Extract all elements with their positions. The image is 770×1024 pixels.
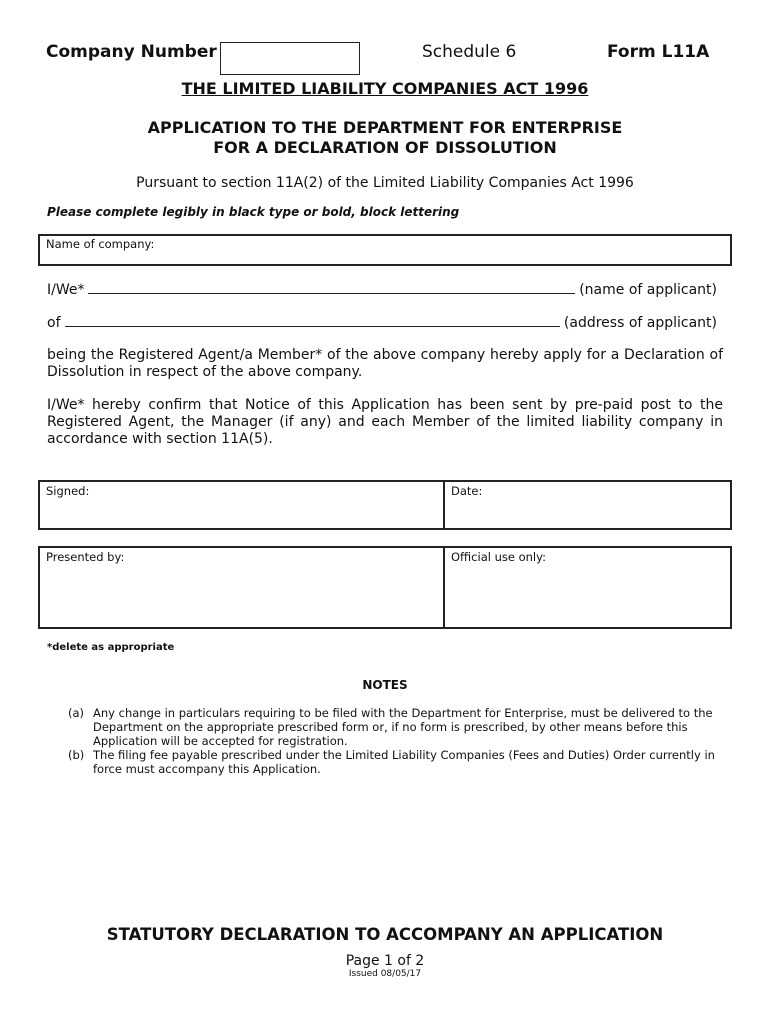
official-use-field xyxy=(443,548,730,627)
note-item xyxy=(68,748,728,776)
pursuant-statement: Pursuant to section 11A(2) of the Limited Liability Companies Act 1996 xyxy=(136,175,634,191)
issued-date: Issued 08/05/17 xyxy=(348,969,422,979)
company-number-field[interactable] xyxy=(220,42,360,75)
notes-list xyxy=(68,706,728,776)
company-name-label: Name of company: xyxy=(46,237,155,251)
presented-by-field[interactable] xyxy=(40,548,443,627)
company-name-field[interactable] xyxy=(38,234,732,266)
completion-instruction: Please complete legibly in black type or bold, block lettering xyxy=(47,205,460,219)
applicant-address-prefix: of xyxy=(47,315,61,331)
form-label: Form L11A xyxy=(607,42,710,62)
application-paragraph: being the Registered Agent/a Member* of the above company hereby apply for a Declaration of Dissolution in respect of the above company. xyxy=(47,347,723,380)
applicant-address-field[interactable] xyxy=(65,314,560,327)
signature-date-box xyxy=(38,480,732,530)
official-use-label: Official use only: xyxy=(451,550,546,564)
applicant-name-prefix: I/We* xyxy=(47,282,85,298)
schedule-label: Schedule 6 xyxy=(422,42,517,62)
note-marker: (a) xyxy=(68,706,85,720)
page-number: Page 1 of 2 xyxy=(345,953,425,969)
delete-note: *delete as appropriate xyxy=(47,642,175,653)
application-title-line1: APPLICATION TO THE DEPARTMENT FOR ENTERPRISE xyxy=(147,118,623,137)
applicant-address-row xyxy=(47,314,717,331)
applicant-name-row xyxy=(47,281,717,298)
presented-official-box xyxy=(38,546,732,629)
applicant-name-field[interactable] xyxy=(88,281,575,294)
note-text: The filing fee payable prescribed under the Limited Liability Companies (Fees and Duties) Order currently in force must accompany this Application. xyxy=(93,748,715,776)
presented-by-label: Presented by: xyxy=(46,550,125,564)
signed-field[interactable] xyxy=(40,482,443,528)
application-title xyxy=(0,118,770,158)
company-number-label: Company Number xyxy=(46,42,217,62)
signed-label: Signed: xyxy=(46,484,90,498)
statutory-declaration-title: STATUTORY DECLARATION TO ACCOMPANY AN APPLICATION xyxy=(106,925,664,944)
applicant-address-suffix: (address of applicant) xyxy=(563,315,717,331)
note-marker: (b) xyxy=(68,748,85,762)
notice-confirmation-paragraph: I/We* hereby confirm that Notice of this Application has been sent by pre-paid post to the Registered Agent, the Manager (if any) and each Member of the limited liability company in accordance with section 11A(5). xyxy=(47,397,723,447)
application-title-line2: FOR A DECLARATION OF DISSOLUTION xyxy=(213,138,557,157)
date-label: Date: xyxy=(451,484,483,498)
note-item xyxy=(68,706,728,748)
act-title: THE LIMITED LIABILITY COMPANIES ACT 1996 xyxy=(181,79,589,98)
date-field[interactable] xyxy=(443,482,730,528)
applicant-name-suffix: (name of applicant) xyxy=(579,282,717,298)
note-text: Any change in particulars requiring to be filed with the Department for Enterprise, must be delivered to the Department on the appropriate prescribed form or, if no form is prescribed, by other means before this Application will be accepted for registration. xyxy=(93,706,713,748)
notes-title: NOTES xyxy=(362,678,408,692)
